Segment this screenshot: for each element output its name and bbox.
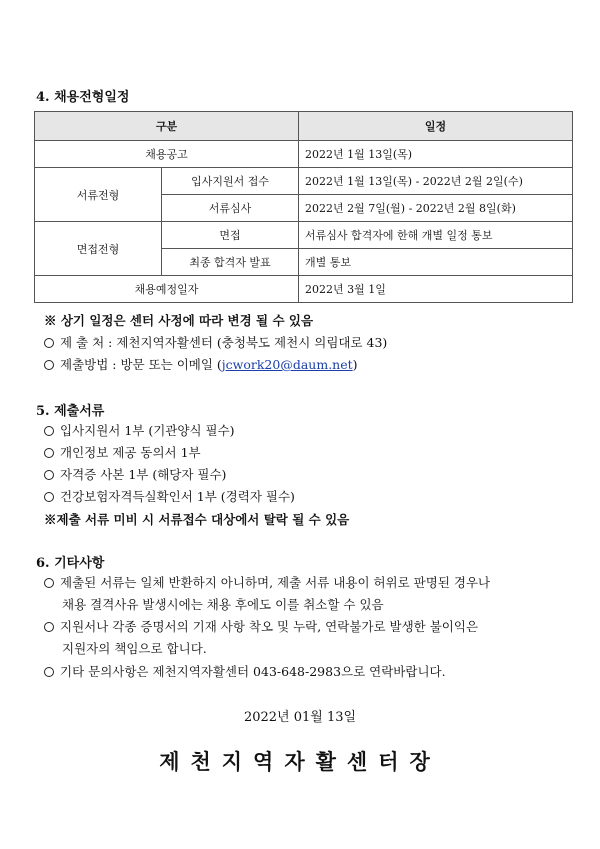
bullet-circle-icon	[44, 492, 54, 502]
sub-label-final: 최종 합격자 발표	[162, 249, 299, 276]
row-label-doc-stage: 서류전형	[35, 168, 162, 222]
table-row	[35, 168, 573, 195]
bullet-circle-icon	[44, 426, 54, 436]
section6-title: 6. 기타사항	[36, 556, 105, 571]
row-label-announce: 채용공고	[35, 141, 299, 168]
bullet-circle-icon	[44, 578, 54, 588]
sub-label-interview: 면접	[162, 222, 299, 249]
row-date-announce: 2022년 1월 13일(목)	[299, 141, 573, 168]
list-item: 지원서나 각종 증명서의 기재 사항 착오 및 누락, 연락불가로 발생한 불이익은	[44, 617, 478, 635]
schedule-table	[34, 111, 573, 303]
sub-date-final: 개별 통보	[299, 249, 573, 276]
list-item: 입사지원서 1부 (기관양식 필수)	[44, 421, 235, 439]
documents-note: ※제출 서류 미비 시 서류접수 대상에서 탈락 될 수 있음	[44, 512, 350, 527]
schedule-note: ※ 상기 일정은 센터 사정에 따라 변경 될 수 있음	[44, 313, 314, 328]
sub-date-doc-review: 2022년 2월 7일(월) - 2022년 2월 8일(화)	[299, 195, 573, 222]
row-label-hire: 채용예정일자	[35, 276, 299, 303]
section4-title: 4. 채용전형일정	[36, 90, 130, 105]
bullet-circle-icon	[44, 360, 54, 370]
header-category: 구분	[35, 112, 299, 141]
row-label-interview: 면접전형	[35, 222, 162, 276]
sub-label-doc-review: 서류심사	[162, 195, 299, 222]
bullet-circle-icon	[44, 667, 54, 677]
bullet-circle-icon	[44, 622, 54, 632]
submit-method-line: 제출방법 : 방문 또는 이메일 (jcwork20@daum.net)	[44, 355, 358, 373]
table-row	[35, 141, 573, 168]
table-header-row	[35, 112, 573, 141]
table-row	[35, 222, 573, 249]
document-date: 2022년 01월 13일	[243, 710, 357, 725]
list-item: 개인정보 제공 동의서 1부	[44, 443, 201, 461]
sub-date-interview: 서류심사 합격자에 한해 개별 일정 통보	[299, 222, 573, 249]
email-link[interactable]: jcwork20@daum.net	[221, 357, 353, 372]
sub-label-application: 입사지원서 접수	[162, 168, 299, 195]
list-item: 제출된 서류는 일체 반환하지 아니하며, 제출 서류 내용이 허위로 판명된 경우나	[44, 573, 490, 591]
list-item: 자격증 사본 1부 (해당자 필수)	[44, 465, 226, 483]
list-item-continued: 지원자의 책임으로 합니다.	[62, 641, 207, 656]
section5-title: 5. 제출서류	[36, 404, 105, 419]
table-row	[35, 276, 573, 303]
list-item: 기타 문의사항은 제천지역자활센터 043-648-2983으로 연락바랍니다.	[44, 662, 446, 680]
issuer-signature: 제천지역자활센터장	[159, 749, 441, 774]
header-schedule: 일정	[299, 112, 573, 141]
row-date-hire: 2022년 3월 1일	[299, 276, 573, 303]
bullet-circle-icon	[44, 338, 54, 348]
list-item-continued: 채용 결격사유 발생시에는 채용 후에도 이를 취소할 수 있음	[62, 597, 384, 612]
bullet-circle-icon	[44, 448, 54, 458]
sub-date-application: 2022년 1월 13일(목) - 2022년 2월 2일(수)	[299, 168, 573, 195]
submit-to-line: 제 출 처 : 제천지역자활센터 (충청북도 제천시 의림대로 43)	[44, 333, 387, 351]
list-item: 건강보험자격득실확인서 1부 (경력자 필수)	[44, 487, 295, 505]
bullet-circle-icon	[44, 470, 54, 480]
